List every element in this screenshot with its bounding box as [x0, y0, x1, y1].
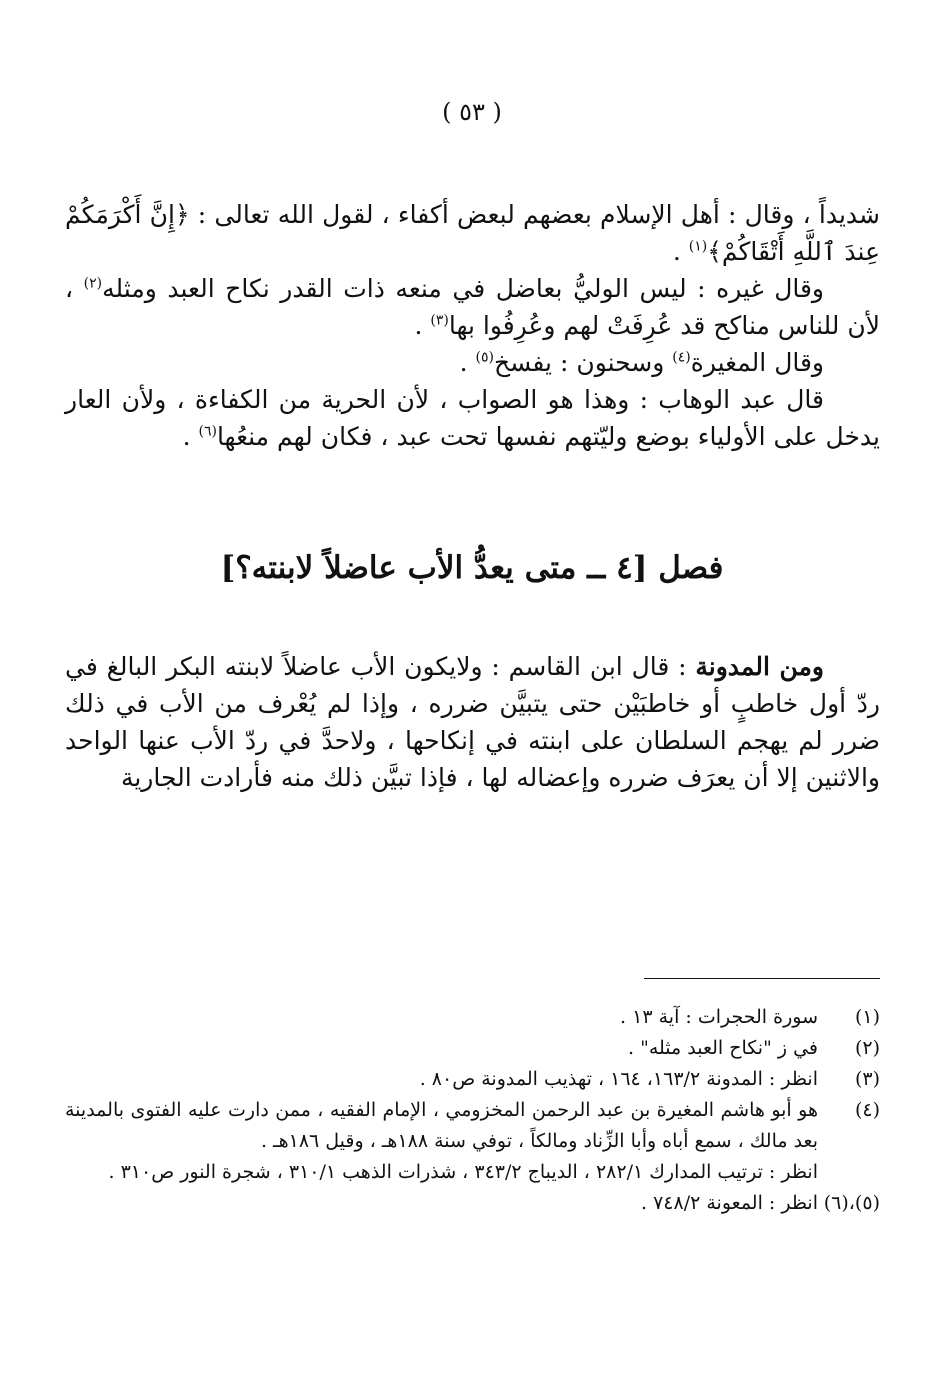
footnote-ref-6[interactable]: (٦): [198, 423, 217, 440]
paragraph-2-end: .: [414, 311, 431, 340]
paragraph-4: [65, 381, 880, 455]
paragraph-2: [65, 270, 880, 344]
paragraph-1: [65, 196, 880, 270]
footnote-text: [65, 1188, 818, 1219]
footnote-ref-3[interactable]: (٣): [430, 312, 449, 329]
section-text: [65, 648, 880, 796]
footnote-ref-5[interactable]: (٥): [475, 349, 494, 366]
section-heading: فصل [٤ ــ متى يعدُّ الأب عاضلاً لابنته؟]: [220, 550, 724, 586]
footnote-ref-4[interactable]: (٤): [672, 349, 691, 366]
paragraph-1-end: .: [672, 237, 689, 266]
paragraph-2a-text: وقال غيره : ليس الوليُّ بعاضل في منعه ذات القدر نكاح العبد ومثله: [102, 274, 825, 303]
footnote-text: [65, 1002, 818, 1033]
footnote-number: (٥)،(٦): [823, 1192, 880, 1214]
section-paragraph-text: : قال ابن القاسم : ولايكون الأب عاضلاً لابنته البكر البالغ في ردّ أول خاطبٍ أو خاطبَيْن حتى يتبيَّن ضرره ، وإذا لم يُعْرف من الأب في ذلك ضرر لم يهجم السلطان على ابنته في إنكاحها ، ولاحدَّ في ردّ الأب عنها الواحد والاثنين إلا أن يعرَف ضرره وإعضاله لها ، فإذا تبيَّن ذلك منه فأرادت الجارية: [65, 652, 880, 792]
section-lead: ومن المدونة: [695, 652, 824, 681]
footnote-number: (٣): [854, 1068, 880, 1090]
footnote-text: [65, 1033, 818, 1064]
section-paragraph: [65, 648, 880, 796]
footnote-2: [65, 1033, 880, 1064]
footnote-number: (٢): [854, 1037, 880, 1059]
footnote-text: [65, 1064, 818, 1095]
paragraph-4-text: قال عبد الوهاب : وهذا هو الصواب ، لأن الحرية من الكفاءة ، ولأن العار يدخل على الأولياء بوضع وليّتهم نفسها تحت عبد ، فكان لهم منعُها: [65, 385, 880, 451]
footnote-text: [65, 1095, 818, 1188]
footnote-line: انظر : ترتيب المدارك ٢٨٢/١ ، الديباج ٣٤٣/٢ ، شذرات الذهب ٣١٠/١ ، شجرة النور ص٣١٠ .: [108, 1161, 818, 1183]
footnote-ref-1[interactable]: (١): [688, 238, 708, 255]
paragraph-3b-text: وسحنون : يفسخ: [493, 348, 673, 377]
footnote-3: [65, 1064, 880, 1095]
paragraph-4-end: .: [182, 422, 199, 451]
footnote-line: هو أبو هاشم المغيرة بن عبد الرحمن المخزومي ، الإمام الفقيه ، ممن دارت عليه الفتوى بالمدينة بعد مالك ، سمع أباه وأبا الزِّناد ومالكاً ، توفي سنة ١٨٨هـ ، وقيل ١٨٦هـ .: [65, 1099, 818, 1152]
body-text: [65, 196, 880, 455]
footnote-4: [65, 1095, 880, 1188]
footnote-line: سورة الحجرات : آية ١٣ .: [620, 1006, 818, 1028]
footnote-number: (٤): [854, 1099, 880, 1121]
footnote-5-6: [65, 1188, 880, 1219]
paragraph-3: [65, 344, 880, 381]
footnote-divider: [644, 978, 880, 979]
footnote-line: انظر : المعونة ٧٤٨/٢ .: [641, 1192, 818, 1214]
footnote-number: (١): [854, 1006, 880, 1028]
footnote-1: [65, 1002, 880, 1033]
footnote-ref-2[interactable]: (٢): [83, 275, 103, 292]
footnotes: [65, 1002, 880, 1219]
paragraph-1-text: شديداً ، وقال : أهل الإسلام بعضهم لبعض أكفاء ، لقول الله تعالى : ﴿إِنَّ أَكْرَمَكُمْ عِندَ ٱللَّهِ أَتْقَاكُمْ﴾: [65, 200, 880, 266]
footnote-line: انظر : المدونة ١٦٣/٢، ١٦٤ ، تهذيب المدونة ص٨٠ .: [419, 1068, 818, 1090]
paragraph-3-end: .: [459, 348, 476, 377]
page-number: ( ٥٣ ): [442, 98, 502, 126]
paragraph-3a-text: وقال المغيرة: [690, 348, 824, 377]
footnote-line: في ز "نكاح العبد مثله" .: [628, 1037, 818, 1059]
paragraph-2b-text: ، لأن للناس مناكح قد عُرِفَتْ لهم وعُرِفُوا بها: [65, 274, 880, 340]
